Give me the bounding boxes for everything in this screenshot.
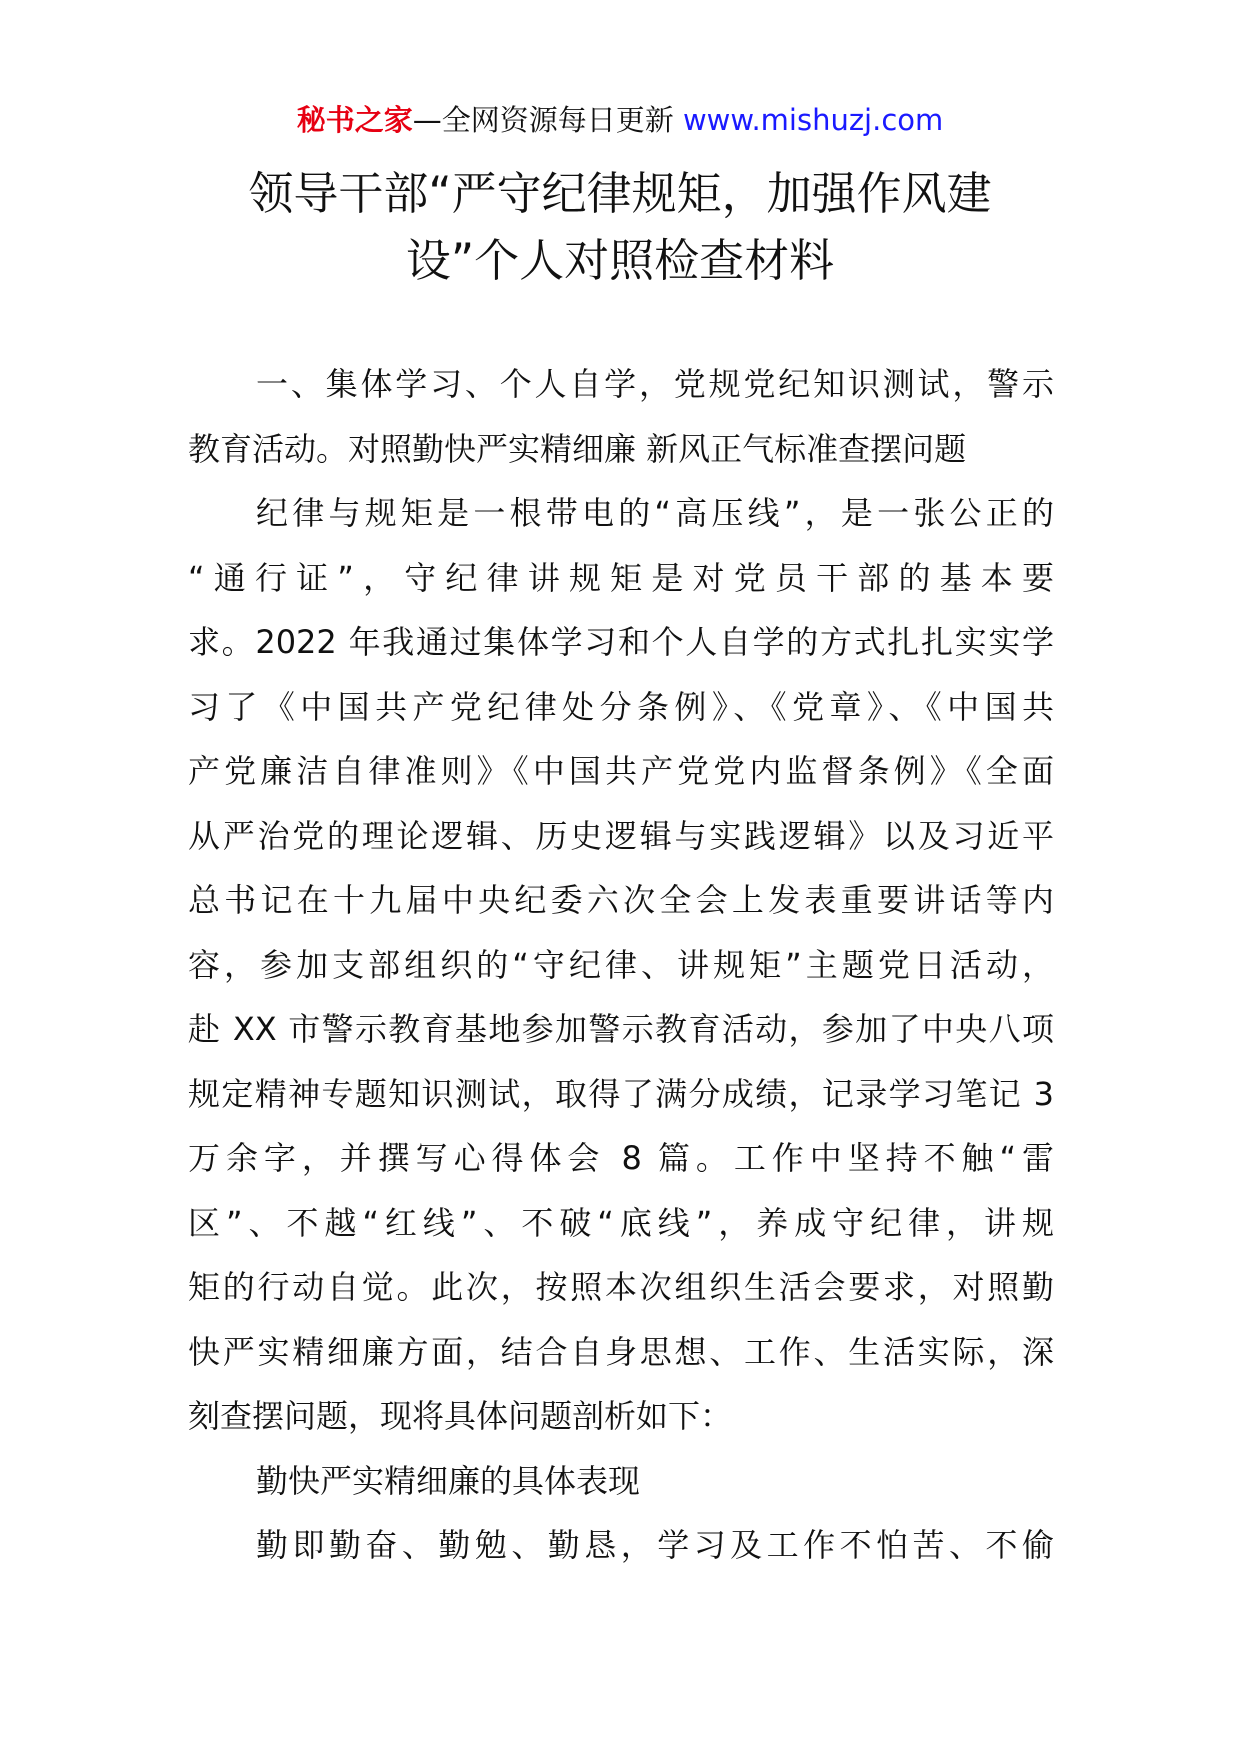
body-line: 容，参加支部组织的“守纪律、讲规矩”主题党日活动， <box>188 945 1054 984</box>
body-line: 总书记在十九届中央纪委六次全会上发表重要讲话等内 <box>188 881 1054 919</box>
body-line: 快严实精细廉方面，结合自身思想、工作、生活实际，深 <box>188 1332 1054 1371</box>
header-banner <box>0 100 1240 140</box>
site-url-link[interactable]: www.mishuzj.com <box>682 103 944 137</box>
header-tagline: —全网资源每日更新 <box>412 103 674 137</box>
section-heading: 勤快严实精细廉的具体表现 <box>256 1461 641 1500</box>
document-body <box>188 352 1054 1578</box>
body-line: 教育活动。对照勤快严实精细廉 新风正气标准查摆问题 <box>188 429 967 468</box>
body-line: 产党廉洁自律准则》《中国共产党党内监督条例》《全面 <box>188 752 1054 790</box>
body-line: 区”、不越“红线”、不破“底线”，养成守纪律，讲规 <box>188 1203 1054 1242</box>
body-line: 一、集体学习、个人自学，党规党纪知识测试，警示 <box>256 365 1054 403</box>
document-title <box>170 160 1070 294</box>
body-line: 刻查摆问题，现将具体问题剖析如下： <box>188 1397 733 1435</box>
brand-name: 秘书之家 <box>296 103 413 137</box>
body-line: 纪律与规矩是一根带电的“高压线”，是一张公正的 <box>256 494 1054 532</box>
body-line: 从严治党的理论逻辑、历史逻辑与实践逻辑》以及习近平 <box>188 816 1054 855</box>
body-line: 规定精神专题知识测试，取得了满分成绩，记录学习笔记 3 <box>188 1074 1054 1113</box>
title-line-2: 设”个人对照检查材料 <box>405 234 835 287</box>
body-line: 习了《中国共产党纪律处分条例》、《党章》、《中国共 <box>188 687 1054 726</box>
body-line: 勤即勤奋、勤勉、勤恳，学习及工作不怕苦、不偷 <box>256 1526 1054 1564</box>
body-line: “通行证”，守纪律讲规矩是对党员干部的基本要 <box>188 558 1054 597</box>
title-line-1: 领导干部“严守纪律规矩，加强作风建 <box>248 167 992 220</box>
body-line: 求。2022 年我通过集体学习和个人自学的方式扎扎实实学 <box>188 623 1054 661</box>
body-line: 矩的行动自觉。此次，按照本次组织生活会要求，对照勤 <box>188 1268 1054 1306</box>
body-line: 万余字，并撰写心得体会 8 篇。工作中坚持不触“雷 <box>188 1139 1054 1177</box>
body-line: 赴 XX 市警示教育基地参加警示教育活动，参加了中央八项 <box>188 1010 1054 1048</box>
